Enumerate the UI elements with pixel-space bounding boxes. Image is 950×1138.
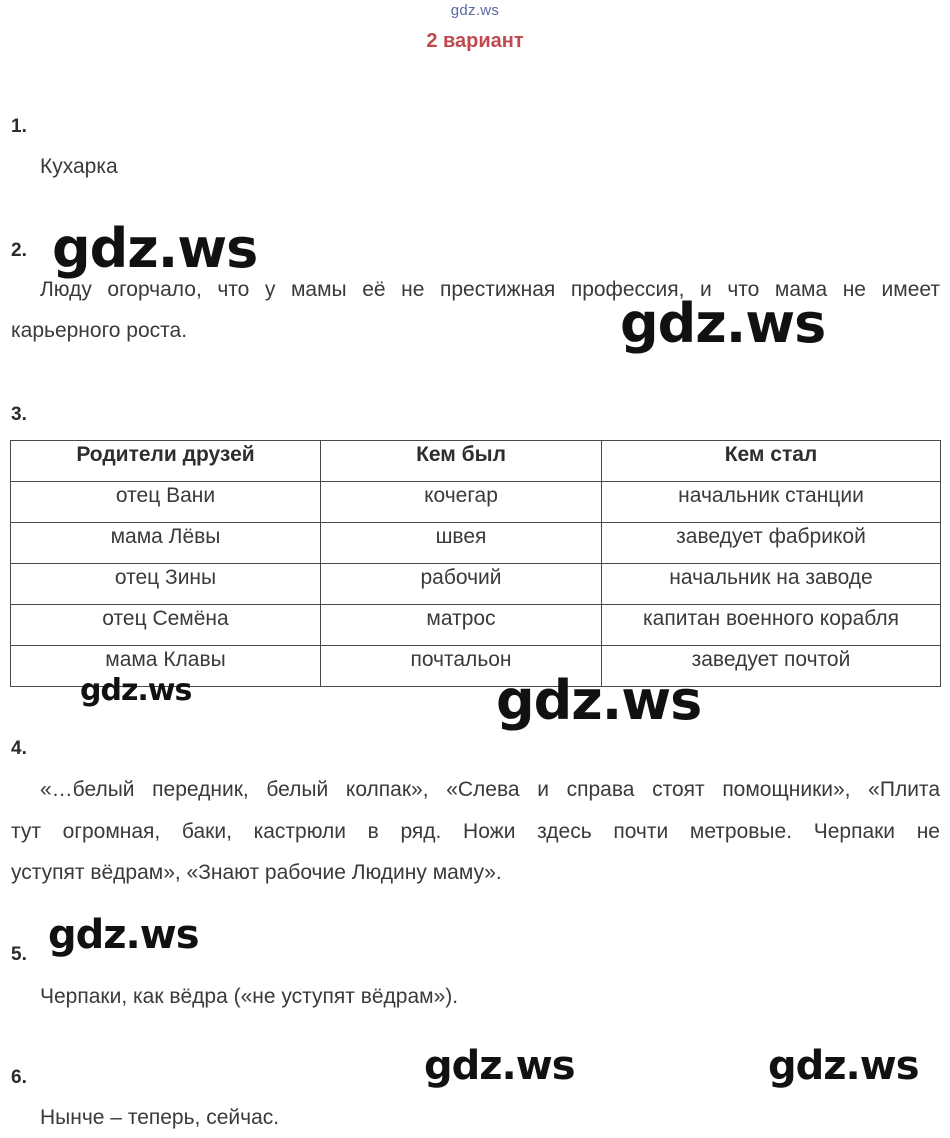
column-header: Родители друзей xyxy=(11,441,321,482)
watermark: gdz.ws xyxy=(48,912,199,958)
task-6-number: 6. xyxy=(11,1067,27,1088)
column-header: Кем был xyxy=(321,441,602,482)
task-2-line-2: карьерного роста. xyxy=(11,319,188,342)
table-cell: заведует фабрикой xyxy=(602,523,941,564)
watermark: gdz.ws xyxy=(620,292,826,355)
table-cell: начальник станции xyxy=(602,482,941,523)
table-row xyxy=(11,605,941,646)
task-4-line-1: «…белый передник, белый колпак», «Слева и справа стоят помощники», «Плита xyxy=(40,778,940,801)
site-name: gdz.ws xyxy=(450,2,500,19)
task-4-number: 4. xyxy=(11,738,27,759)
table-cell: матрос xyxy=(321,605,602,646)
task-3-number: 3. xyxy=(11,404,27,425)
table-cell: капитан военного корабля xyxy=(602,605,941,646)
table-cell: почтальон xyxy=(321,646,602,687)
task-2-number: 2. xyxy=(11,240,27,261)
table-cell: начальник на заводе xyxy=(602,564,941,605)
table-row xyxy=(11,523,941,564)
task-6-answer: Нынче – теперь, сейчас. xyxy=(40,1106,280,1129)
table-cell: отец Семёна xyxy=(11,605,321,646)
table-row xyxy=(11,564,941,605)
watermark: gdz.ws xyxy=(80,673,192,708)
task-5-number: 5. xyxy=(11,944,27,965)
table-cell: рабочий xyxy=(321,564,602,605)
table-cell: мама Лёвы xyxy=(11,523,321,564)
watermark: gdz.ws xyxy=(52,217,258,280)
task-1-number: 1. xyxy=(11,116,27,137)
table-cell: мама Клавы xyxy=(11,646,321,687)
task-4-line-2: тут огромная, баки, кастрюли в ряд. Ножи здесь почти метровые. Черпаки не xyxy=(11,820,940,843)
column-header: Кем стал xyxy=(602,441,941,482)
table-cell: швея xyxy=(321,523,602,564)
table-cell: заведует почтой xyxy=(602,646,941,687)
task-5-answer: Черпаки, как вёдра («не уступят вёдрам»). xyxy=(40,985,459,1008)
table-cell: отец Зины xyxy=(11,564,321,605)
variant-title: 2 вариант xyxy=(426,30,524,52)
table-cell: кочегар xyxy=(321,482,602,523)
watermark: gdz.ws xyxy=(424,1043,575,1089)
answer-table xyxy=(10,440,941,687)
watermark: gdz.ws xyxy=(496,669,702,732)
table-header-row xyxy=(11,441,941,482)
task-2-line-1: Люду огорчало, что у мамы её не престижная профессия, и что мама не имеет xyxy=(40,278,940,301)
table-row xyxy=(11,482,941,523)
task-4-line-3: уступят вёдрам», «Знают рабочие Людину маму». xyxy=(11,861,502,884)
table-cell: отец Вани xyxy=(11,482,321,523)
watermark: gdz.ws xyxy=(768,1043,919,1089)
task-1-answer: Кухарка xyxy=(40,155,118,178)
